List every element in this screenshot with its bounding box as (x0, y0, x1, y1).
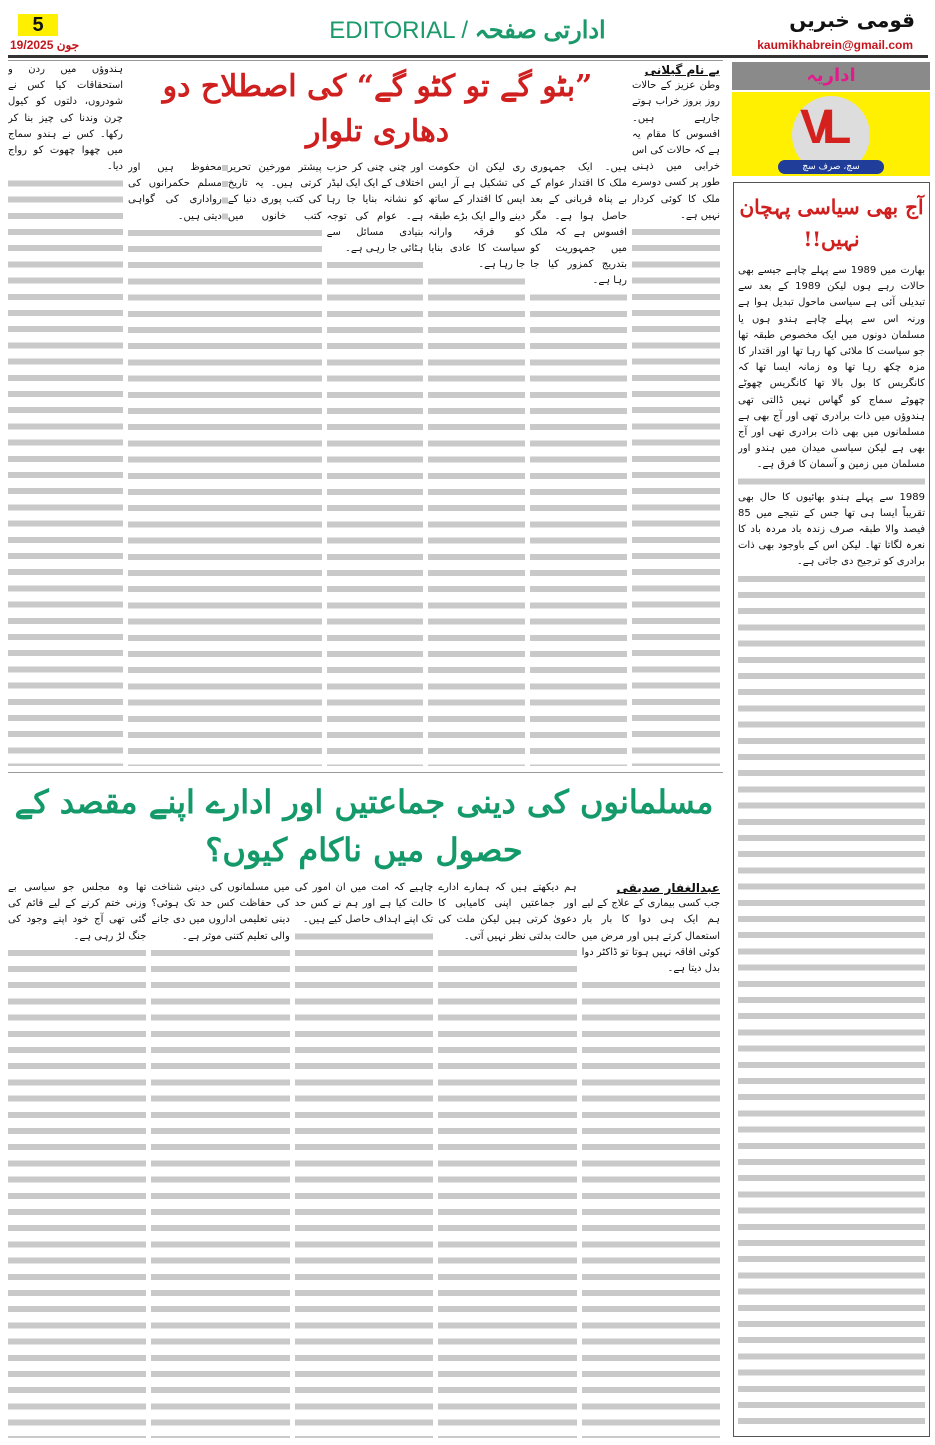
article-column (295, 880, 433, 1438)
editorial-box (733, 182, 930, 1437)
editorial-text: بھارت میں 1989 سے پہلے چاہے جیسے بھی حالات رہے ہوں لیکن 1989 کے بعد سے تبدیلی آئی ہے سیاسی ماحول تبدیل ہوا ہے ورنہ اس سے پہلے چاہے ہندو ہوں یا مسلمان دونوں میں ایک مخصوص طبقہ تھا جو سیاست کا ملائی کھا رہا تھا اور اقتدار کا مزہ چکھ رہا تھا وہ زمانہ ایسا تھا کہ کانگریس کا بول بالا تھا کانگریس چھوٹے چھوٹے سماج کو گھاس نہیں ڈالتی تھی ہندوؤں میں ذات برادری تھی اور آج بھی ہے مسلمانوں میں بھی ذات برادری تھی اور آج بھی ہے لیکن سیاسی میدان میں ہندو اور مسلمان میں زمین و آسمان کا فرق ہے۔ (738, 263, 925, 474)
article-text: وطن عزیز کے حالات روز بروز خراب ہوتے جارہے ہیں۔ افسوس کا مقام یہ ہے کہ حالات کی اس خرابی میں ذہنی طور پر کسی دوسرے ملک کا کوئی کردار نہیں ہے۔ (632, 78, 720, 224)
article-text: ری لیکن ان حکومت کی تشکیل ہے آر ایس ایس کا اقتدار کے ساتھ دینے والے ایک بڑے طبقہ کو فرقہ وارانہ سیاست کا عادی بنایا جا رہا ہے۔ (428, 160, 525, 273)
logo-tagline: سچ، صرف سچ (778, 160, 884, 174)
article-text: چاہیے کہ امت میں ان امور کی حالت کیا ہے اور ہم نے کس حد تک اپنے اہداف حاصل کیے ہیں۔ (295, 880, 433, 929)
article-text: ہندوؤں میں ردن و استحقاقات کیا کس نے شودروں، دلتوں کو کیول چرن وندنا کی چیز بنا کر رکھا۔ کس نے ہندو سماج میں چھوا چھوت کو رواج دیا۔ (8, 62, 123, 175)
article-text: میں مسلمانوں کی دینی شناخت کی حفاظت کس حد تک ہوئی؟ دینی تعلیمی اداروں میں دی جانے والی تعلیم کتنی موثر ہے۔ (151, 880, 289, 945)
article-text: تھا وہ مجلس جو سیاسی بے وزنی ختم کرنے کے لیے قائم کی گئی تھی آج خود اپنے وجود کی جنگ لڑ رہی ہے۔ (8, 880, 146, 945)
divider (8, 60, 723, 61)
section-title-ur: ادارتی صفحہ (474, 17, 606, 44)
article-text: پیشتر مورخین تحریر کرتی ہیں۔ یہ تاریخ کی کتب پوری دنیا کے کتب خانوں میں محفوظ ہیں اور مسلم حکمرانوں کی رواداری کی گواہی دیتی ہیں۔ (128, 160, 322, 225)
article-author: عبدالغفار صدیقی (582, 880, 720, 896)
article-column (8, 880, 146, 1438)
page-number: 5 (18, 14, 58, 36)
section-title: EDITORIAL / ادارتی صفحہ (329, 17, 606, 44)
editorial-headline: آج بھی سیاسی پہچان نہیں!! (739, 195, 924, 251)
article-columns (128, 160, 627, 766)
article-column (530, 160, 627, 766)
article-column (151, 880, 289, 1438)
editorial-section-heading: اداریہ (732, 62, 930, 90)
paper-logo: قومی خبریں (789, 8, 915, 32)
editorial-column (738, 263, 925, 1428)
header-divider (8, 55, 928, 58)
article-column (8, 62, 123, 766)
article-column (128, 160, 322, 766)
article-column (438, 880, 576, 1438)
article-1-main (128, 62, 627, 766)
article-text: ہیں۔ ایک جمہوری ملک کا اقتدار عوام کے بے پناہ قربانی کے بعد حاصل ہوا ہے۔ مگر افسوس ہے کہ ملک میں جمہوریت کو بتدریج کمزور کیا جا رہا ہے۔ (530, 160, 627, 290)
article-text: اور چنی چنی کر حزب اختلاف کے ایک ایک لیڈر کو نشانہ بنایا جا رہا ہے۔ عوام کی توجہ بنیادی مسائل سے ہٹائی جا رہی ہے۔ (327, 160, 424, 257)
section-title-en: EDITORIAL (329, 17, 455, 44)
article-column (582, 880, 720, 1438)
article-text: جب کسی بیماری کے علاج کے لیے ہم ایک ہی دوا کا بار بار استعمال کرتے ہیں اور مرض میں کوئی افاقہ نہیں ہوتا تو ڈاکٹر دوا بدل دیتا ہے۔ (582, 896, 720, 977)
pen-logo-icon: VL (800, 101, 842, 154)
article-column (327, 160, 424, 766)
article-column (632, 62, 720, 766)
divider (8, 772, 723, 773)
issue-date: 19/جون 2025 (10, 38, 80, 52)
article-headline: مسلمانوں کی دینی جماعتیں اور ادارے اپنے مقصد کے حصول میں ناکام کیوں؟ (14, 783, 714, 869)
article-1 (8, 62, 720, 766)
article-text: ہم دیکھتے ہیں کہ ہمارے ادارے اور جماعتیں اپنی کامیابی کا دعویٰ کرتی ہیں لیکن ملت کی حالت بدلتی نظر نہیں آتی۔ (438, 880, 576, 945)
article-headline: ”بٹو گے تو کٹو گے“ کی اصطلاح دو دھاری تلوار (162, 69, 593, 149)
contact-email[interactable]: kaumikhabrein@gmail.com (757, 38, 913, 52)
article-columns (8, 880, 720, 1438)
article-author: بے نام گیلانی (632, 62, 720, 78)
editorial-text: 1989 سے پہلے ہندو بھائیوں کا حال بھی تقریباً ایسا ہی تھا جس کے نتیجے میں 85 فیصد والا طبقہ صرف زندہ باد مردہ باد کا نعرہ لگاتا تھا۔ لیکن اس کے باوجود بھی ذات برادری کو ترجیح دی جاتی ہے۔ (738, 490, 925, 571)
article-column (428, 160, 525, 766)
article-2 (8, 776, 720, 1438)
